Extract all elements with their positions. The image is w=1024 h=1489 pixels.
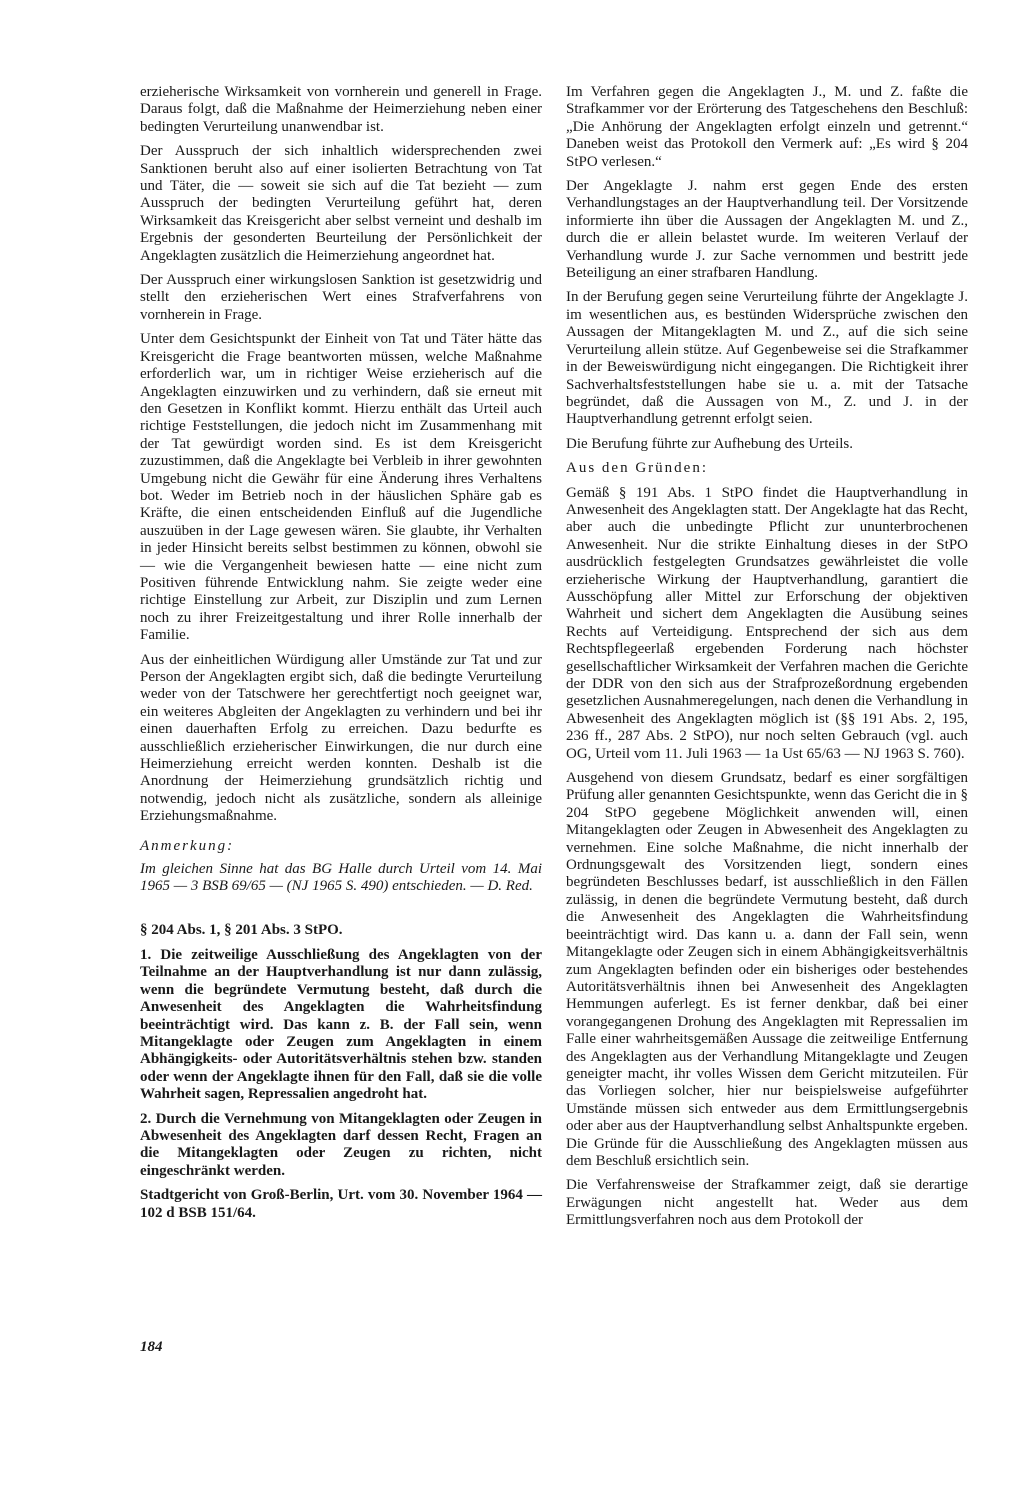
body-paragraph: Der Ausspruch einer wirkungslosen Sanktion ist gesetzwidrig und stellt den erzieherischen Wert eines Strafverfahrens von vornherein in Frage. [140,272,542,323]
body-paragraph: Der Ausspruch der sich inhaltlich widersprechenden zwei Sanktionen beruht also auf einer isolierten Betrachtung von Tat und Täter, die — soweit sie sich auf die Tat bezieht — zum Ausspruch der bedingten Verurteilung geführt hat, deren Wirksamkeit das Kreisgericht aber selbst verneint und deshalb im Ergebnis der gesonderten Beurteilung der Persönlichkeit der Angeklagten zusätzlich die Heimerziehung angeordnet hat. [140,143,542,264]
reasons-heading: Aus den Gründen: [566,460,708,477]
body-paragraph: Unter dem Gesichtspunkt der Einheit von Tat und Täter hätte das Kreisgericht die Frage beantworten müssen, welche Maßnahme erforderlich war, um in richtiger Weise erzieherisch auf die Angeklagten einzuwirken und zu verhindern, daß sie erneut mit den Gesetzen in Konflikt kommt. Hierzu enthält das Urteil auch richtige Feststellungen, die jedoch nicht im Zusammenhang mit der Tat gewürdigt worden sind. Es ist dem Kreisgericht zuzustimmen, daß die Angeklagte bei Verbleib in ihrer gewohnten Umgebung nicht die Gewähr für eine Änderung ihres Verhaltens bot. Weder im Betrieb noch in der häuslichen Sphäre gab es Kräfte, die einen entscheidenden Einfluß auf die Jugendliche auszuüben in der Lage gewesen wären. Sie glaubte, ihr Verhalten in jeder Hinsicht bereits selbst bestimmen zu können, obwohl sie — wie die Vergangenheit bewiesen hatte — eine nicht zum Positiven führende Entwicklung nahm. Sie zeigte weder eine richtige Einstellung zur Arbeit, zur Disziplin und zum Lernen noch zu ihrer Freizeitgestaltung und ihrer Rolle innerhalb der Familie. [140,331,542,644]
body-paragraph: erzieherische Wirksamkeit von vornherein und generell in Frage. Daraus folgt, daß die Maßnahme der Heimerziehung neben einer bedingten Verurteilung unanwendbar ist. [140,84,542,135]
reasons-paragraph: Die Verfahrensweise der Strafkammer zeigt, daß sie derartige Erwägungen nicht angestellt hat. Weder aus dem Ermittlungsverfahren noch aus dem Protokoll der [566,1177,968,1229]
right-column [566,84,968,1237]
body-paragraph: Der Angeklagte J. nahm erst gegen Ende des ersten Verhandlungstages an der Hauptverhandlung teil. Der Vorsitzende informierte ihn über die Aussagen der Angeklagten M. und Z., durch die er allein belastet wurde. Im weiteren Verlauf der Verhandlung wurde J. zur Sache vernommen und bestritt jede Beteiligung an einer strafbaren Handlung. [566,178,968,282]
body-paragraph: Aus der einheitlichen Würdigung aller Umstände zur Tat und zur Person der Angeklagten ergibt sich, daß die bedingte Verurteilung weder von der Tatschwere her gerechtfertigt noch geeignet war, ein weiteres Abgleiten der Angeklagten zu verhindern und bei ihr einen dauerhaften Erfolg zu erreichen. Dazu bedurfte es ausschließlich erzieherischer Einwirkungen, die nur durch eine Heimerziehung erreicht werden konnten. Deshalb ist die Anordnung der Heimerziehung grundsätzlich richtig und notwendig, jedoch nicht als zusätzliche, sondern als alleinige Erziehungsmaßnahme. [140,651,542,825]
reasons-paragraph: Ausgehend von diesem Grundsatz, bedarf es einer sorgfältigen Prüfung aller genannten Gesichtspunkte, wenn das Gericht die in § 204 StPO gegebene Möglichkeit anwenden will, einen Mitangeklagten oder Zeugen in Abwesenheit des Angeklagten zu vernehmen. Eine solche Maßnahme, die nicht innerhalb der Ordnungsgewalt des Vorsitzenden liegt, sondern eines begründeten Beschlusses bedarf, ist ausschließlich in den Fällen zulässig, in denen die begründete Vermutung besteht, daß durch die Anwesenheit des Angeklagten die Wahrheitsfindung beeinträchtigt wird. Das kann u. a. dann der Fall sein, wenn Mitangeklagte oder Zeugen sich in einem Abhängigkeitsverhältnis zum Angeklagten befinden oder ein bisheriges oder bestehendes Autoritätsverhältnis ihnen bei Anwesenheit des Angeklagten Hemmungen auferlegt. Es ist ferner denkbar, daß bei einer vorangegangenen Drohung des Angeklagten mit Repressalien im Falle einer wahrheitsgemäßen Aussage die zeitweilige Entfernung des Angeklagten aus der Verhandlung Mitangeklagte und Zeugen geneigter macht, ihr volles Wissen dem Gericht mitzuteilen. Für das Vorliegen solcher, hier nur beispielsweise aufgeführter Umstände müssen sich entweder aus dem Ermittlungsergebnis oder aber aus der Hauptverhandlung selbst Anhaltspunkte ergeben. Die Gründe für die Ausschließung des Angeklagten müssen aus dem Beschluß ersichtlich sein. [566,770,968,1169]
headnote-1: 1. Die zeitweilige Ausschließung des Angeklagten von der Teilnahme an der Hauptverhandlung ist nur dann zulässig, wenn die begründete Vermutung besteht, daß durch die Anwesenheit des Angeklagten die Wahrheitsfindung beeinträchtigt wird. Das kann z. B. der Fall sein, wenn Mitangeklagte oder Zeugen zum Angeklagten in einem Abhängigkeits- oder Autoritätsverhältnis stehen bzw. standen oder wenn der Angeklagte ihnen für den Fall, daß sie die volle Wahrheit sagen, Repressalien angedroht hat. [140,946,542,1103]
body-paragraph: In der Berufung gegen seine Verurteilung führte der Angeklagte J. im wesentlichen aus, es bestünden Widersprüche zwischen den Aussagen der Mitangeklagten M. und Z., auf die sich seine Verurteilung allein stütze. Auf Gegenbeweise sei die Strafkammer in der Beweiswürdigung nicht eingegangen. Die Richtigkeit ihrer Sachverhaltsfeststellungen habe sie u. a. mit der Tatsache begründet, daß die Aussagen von M., Z. und J. in der Hauptverhandlung getrennt erfolgt seien. [566,289,968,428]
headnote-2: 2. Durch die Vernehmung von Mitangeklagten oder Zeugen in Abwesenheit des Angeklagten darf dessen Recht, Fragen an die Mitangeklagten oder Zeugen zu richten, nicht eingeschränkt werden. [140,1110,542,1179]
note-heading: Anmerkung: [140,837,235,854]
reasons-paragraph: Gemäß § 191 Abs. 1 StPO findet die Hauptverhandlung in Anwesenheit des Angeklagten statt. Der Angeklagte hat das Recht, aber auch die unbedingte Pflicht zur ununterbrochenen Anwesenheit. Nur die strikte Einhaltung dieses in der StPO ausdrücklich festgelegten Grundsatzes gewährleistet die volle erzieherische Wirkung der Hauptverhandlung, garantiert die Ausschöpfung aller Mittel zur Erforschung der objektiven Wahrheit und sichert dem Angeklagten die Ausübung seines Rechts auf Verteidigung. Entsprechend der sich aus dem Rechtspflegeerlaß ergebenden Forderung nach höchster gesellschaftlicher Wirksamkeit der Verfahren machen die Gerichte der DDR von den sich aus der Strafprozeßordnung ergebenden gesetzlichen Ausnahmeregelungen, nach denen die Verhandlung in Abwesenheit des Angeklagten möglich ist (§§ 191 Abs. 2, 195, 236 ff., 287 Abs. 2 StPO), nur noch selten Gebrauch (vgl. auch OG, Urteil vom 11. Juli 1963 — 1a Ust 65/63 — NJ 1963 S. 760). [566,484,968,762]
body-paragraph: Die Berufung führte zur Aufhebung des Urteils. [566,435,854,452]
court-citation: Stadtgericht von Groß-Berlin, Urt. vom 30. November 1964 — 102 d BSB 151/64. [140,1187,542,1221]
editorial-note: Im gleichen Sinne hat das BG Halle durch Urteil vom 14. Mai 1965 — 3 BSB 69/65 — (NJ 1965 S. 490) entschieden. — D. Red. [140,861,542,895]
section-heading: § 204 Abs. 1, § 201 Abs. 3 StPO. [140,921,343,938]
page-number: 184 [140,1339,163,1355]
left-column [140,84,542,1229]
body-paragraph: Im Verfahren gegen die Angeklagten J., M. und Z. faßte die Strafkammer vor der Erörterung des Tatgeschehens den Beschluß: „Die Anhörung der Angeklagten erfolgt einzeln und getrennt.“ Daneben weist das Protokoll den Vermerk auf: „Es wird § 204 StPO verlesen.“ [566,84,968,170]
